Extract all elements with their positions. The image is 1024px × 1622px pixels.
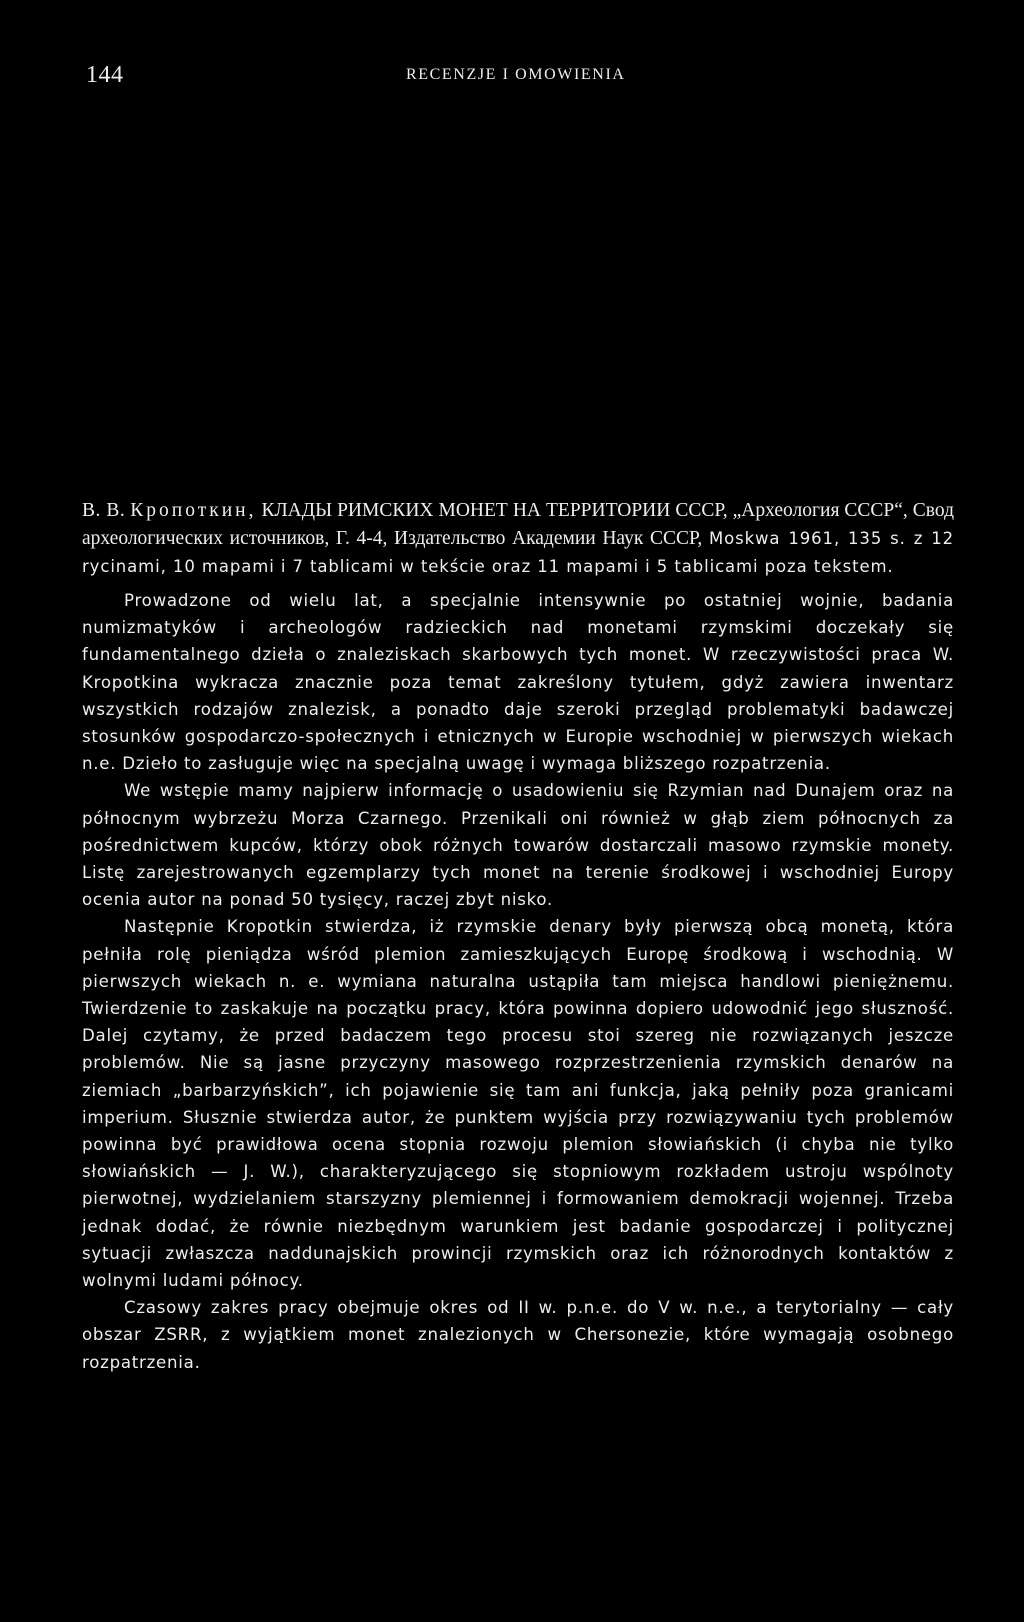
bibliographic-citation bbox=[82, 497, 954, 581]
page-number: 144 bbox=[86, 62, 124, 88]
paragraph-1: Prowadzone od wielu lat, a specjalnie intensywnie po ostatniej wojnie, badania numizmatyków i archeologów radzieckich nad monetami rzymskimi doczekały się fundamentalnego dzieła o znaleziskach skarbowych tych monet. W rzeczywistości praca W. Kropotkina wykracza znacznie poza temat zakreślony tytułem, gdyż zawiera inwentarz wszystkich rodzajów znalezisk, a ponadto daje szeroki przegląd problematyki badawczej stosunków gospodarczo-społecznych i etnicznych w Europie wschodniej w pierwszych wiekach n.e. Dzieło to zasługuje więc na specjalną uwagę i wymaga bliższego rozpatrzenia. bbox=[82, 591, 954, 774]
publication-details: Moskwa 1961, 135 s. z 12 rycinami, 10 mapami i 7 tablicami w tekście oraz 11 mapami i 5 tablicami poza tekstem. bbox=[82, 529, 954, 576]
paragraph-4: Czasowy zakres pracy obejmuje okres od II w. p.n.e. do V w. n.e., a terytorialny — cały obszar ZSRR, z wyjątkiem monet znalezionych w Chersonezie, które wymagają osobnego rozpatrzenia. bbox=[82, 1298, 954, 1372]
running-title: RECENZJE I OMOWIENIA bbox=[406, 66, 626, 83]
running-head bbox=[86, 62, 954, 92]
paragraph-3: Następnie Kropotkin stwierdza, iż rzymskie denary były pierwszą obcą monetą, która pełniła rolę pieniądza wśród plemion zamieszkujących Europę środkową i wschodnią. W pierwszych wiekach n. e. wymiana naturalna ustąpiła tam miejsca handlowi pieniężnemu. Twierdzenie to zaskakuje na początku pracy, która powinna dopiero udowodnić jego słuszność. Dalej czytamy, że przed badaczem tego procesu stoi szereg nie rozwiązanych jeszcze problemów. Nie są jasne przyczyny masowego rozprzestrzenienia rzymskich denarów na ziemiach „barbarzyńskich”, ich pojawienie się tam ani funkcja, jaką pełniły poza granicami imperium. Słusznie stwierdza autor, że punktem wyjścia przy rozwiązywaniu tych problemów powinna być prawidłowa ocena stopnia rozwoju plemion słowiańskich (i chyba nie tylko słowiańskich — J. W.), charakteryzującego się stopniowym rozkładem ustroju wspólnoty pierwotnej, wydzielaniem starszyzny plemiennej i formowaniem demokracji wojennej. Trzeba jednak dodać, że równie niezbędnym warunkiem jest badanie gospodarczej i politycznej sytuacji zwłaszcza naddunajskich prowincji rzymskich oraz ich różnorodnych kontaktów z wolnymi ludami północy. bbox=[82, 917, 954, 1291]
author-initials: В. В. bbox=[82, 500, 126, 521]
review-body bbox=[82, 587, 954, 1376]
paragraph-2: We wstępie mamy najpierw informację o usadowieniu się Rzymian nad Dunajem oraz na północnym wybrzeżu Morza Czarnego. Przenikali oni również w głąb ziem północnych za pośrednictwem kupców, którzy obok różnych towarów dostarczali masowo rzymskie monety. Listę zarejestrowanych egzemplarzy tych monet na terenie środkowej i wschodniej Europy ocenia autor na ponad 50 tysięcy, raczej zbyt nisko. bbox=[82, 781, 954, 910]
book-title: КЛАДЫ РИМСКИХ МОНЕТ НА ТЕРРИТОРИИ СССР, „Археология СССР“, Свод археологических источников, Г. 4-4, Издательство Академии Наук СССР, bbox=[82, 500, 954, 549]
review-content bbox=[82, 497, 954, 1376]
author-surname: Кропоткин, bbox=[130, 500, 257, 521]
